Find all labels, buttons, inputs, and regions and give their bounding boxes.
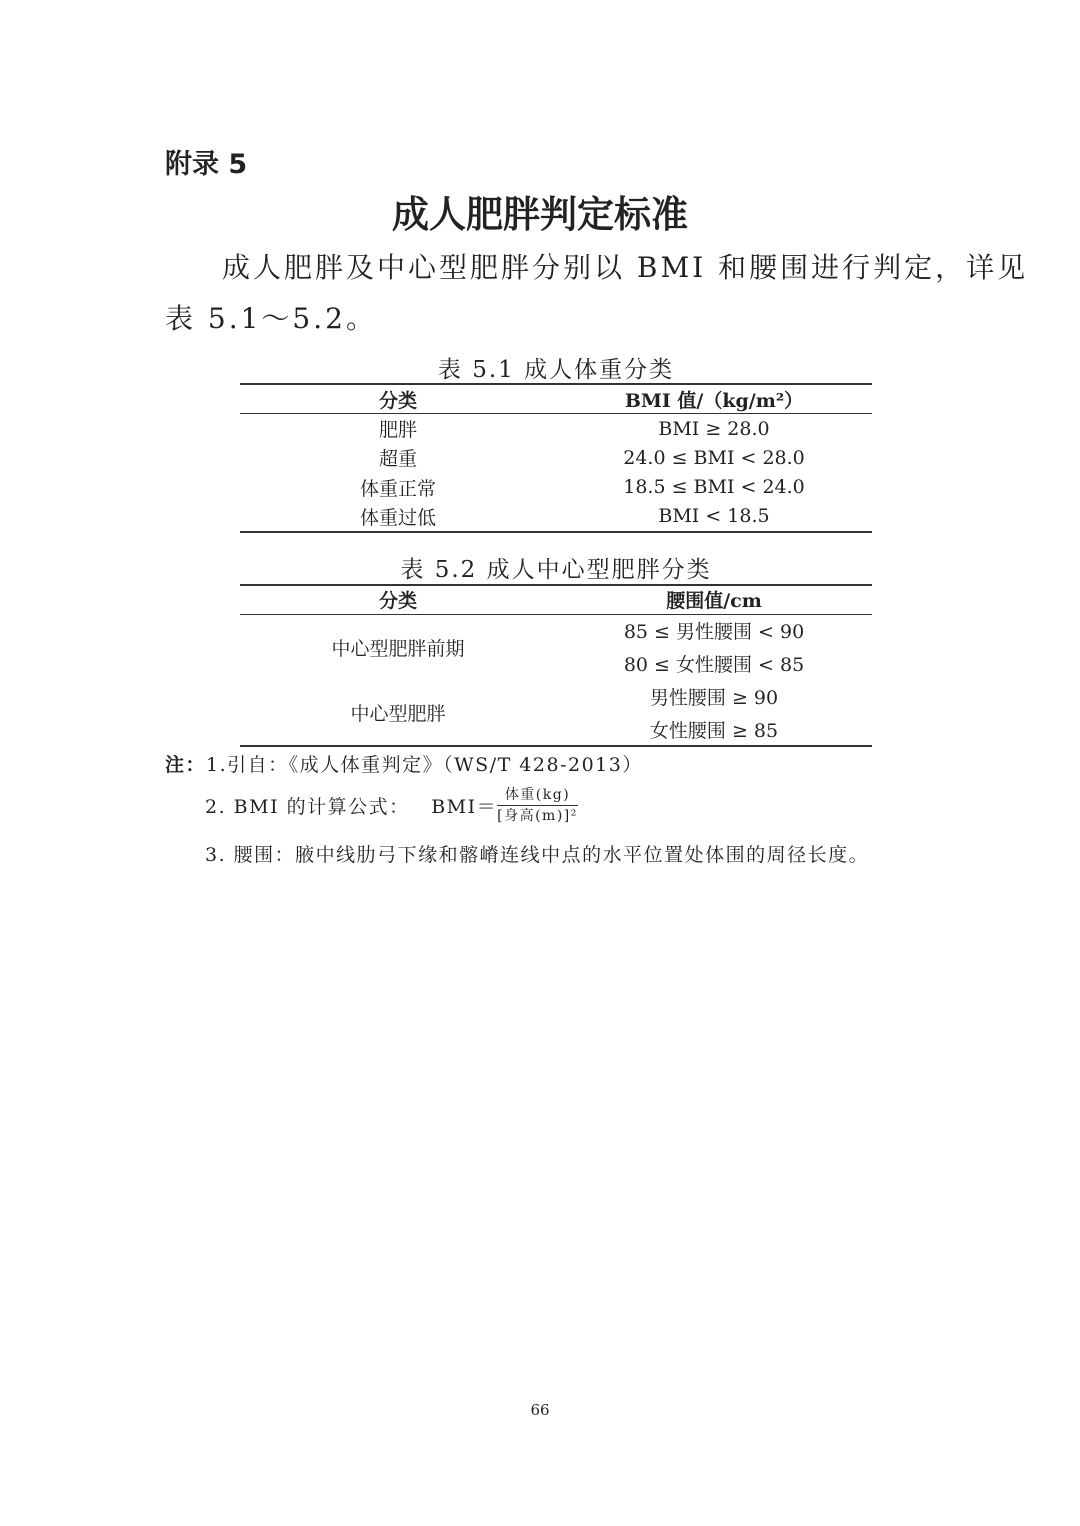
table-cell: 24.0 ≤ BMI < 28.0	[623, 446, 805, 469]
table-row	[240, 473, 872, 503]
appendix-label: 附录 5	[165, 149, 248, 180]
table-row	[240, 443, 872, 473]
table-cell: BMI < 18.5	[658, 505, 770, 528]
table-cell: 80 ≤ 女性腰围 < 85	[623, 654, 805, 676]
table-cell: 男性腰围 ≥ 90	[649, 687, 779, 709]
table-row	[240, 502, 872, 532]
table-cell: 超重	[378, 448, 417, 471]
table-cell: 中心型肥胖前期	[331, 637, 465, 660]
table-cell: 85 ≤ 男性腰围 < 90	[623, 621, 805, 644]
central-obesity-table	[240, 584, 872, 747]
note-1	[165, 750, 643, 777]
table-cell: 体重过低	[359, 506, 436, 529]
table-header-cell: 分类	[378, 389, 417, 412]
note-2	[205, 787, 578, 824]
table-header-cell: 分类	[378, 590, 417, 613]
table-cell: BMI ≥ 28.0	[658, 417, 770, 440]
table-cell: 体重正常	[359, 477, 436, 500]
table-row	[240, 414, 872, 444]
formula-denominator: [身高(m)]²	[497, 808, 578, 824]
bmi-formula-fraction	[497, 787, 578, 824]
note-1-text: 1.引自：《成人体重判定》（WS/T 428-2013）	[206, 754, 643, 776]
bmi-classification-table	[240, 383, 872, 533]
table-cell: 中心型肥胖	[350, 703, 446, 725]
page-title: 成人肥胖判定标准	[392, 193, 688, 236]
page-number: 66	[530, 1401, 550, 1419]
intro-line-2: 表 5.1～5.2。	[165, 302, 377, 335]
table-header-row	[240, 384, 872, 414]
table-row	[240, 680, 872, 713]
note-3: 3. 腰围：腋中线肋弓下缘和髂嵴连线中点的水平位置处体围的周径长度。	[205, 844, 870, 866]
table-cell: 女性腰围 ≥ 85	[649, 719, 779, 742]
table2-caption: 表 5.2 成人中心型肥胖分类	[400, 557, 712, 583]
table-header-cell: 腰围值/cm	[666, 590, 762, 613]
formula-lhs: BMI＝	[431, 796, 498, 818]
table-cell: 18.5 ≤ BMI < 24.0	[623, 476, 805, 499]
note-2-text: 2. BMI 的计算公式：	[205, 796, 410, 818]
table-header-cell: BMI 值/（kg/m²）	[624, 389, 804, 412]
intro-line-1: 成人肥胖及中心型肥胖分别以 BMI 和腰围进行判定，详见	[222, 251, 1029, 284]
table1-caption: 表 5.1 成人体重分类	[437, 357, 675, 383]
note-label: 注：	[165, 754, 207, 776]
table-row	[240, 614, 872, 647]
table-cell: 肥胖	[378, 419, 417, 441]
table-header-row	[240, 585, 872, 614]
formula-numerator: 体重(kg)	[497, 787, 578, 806]
